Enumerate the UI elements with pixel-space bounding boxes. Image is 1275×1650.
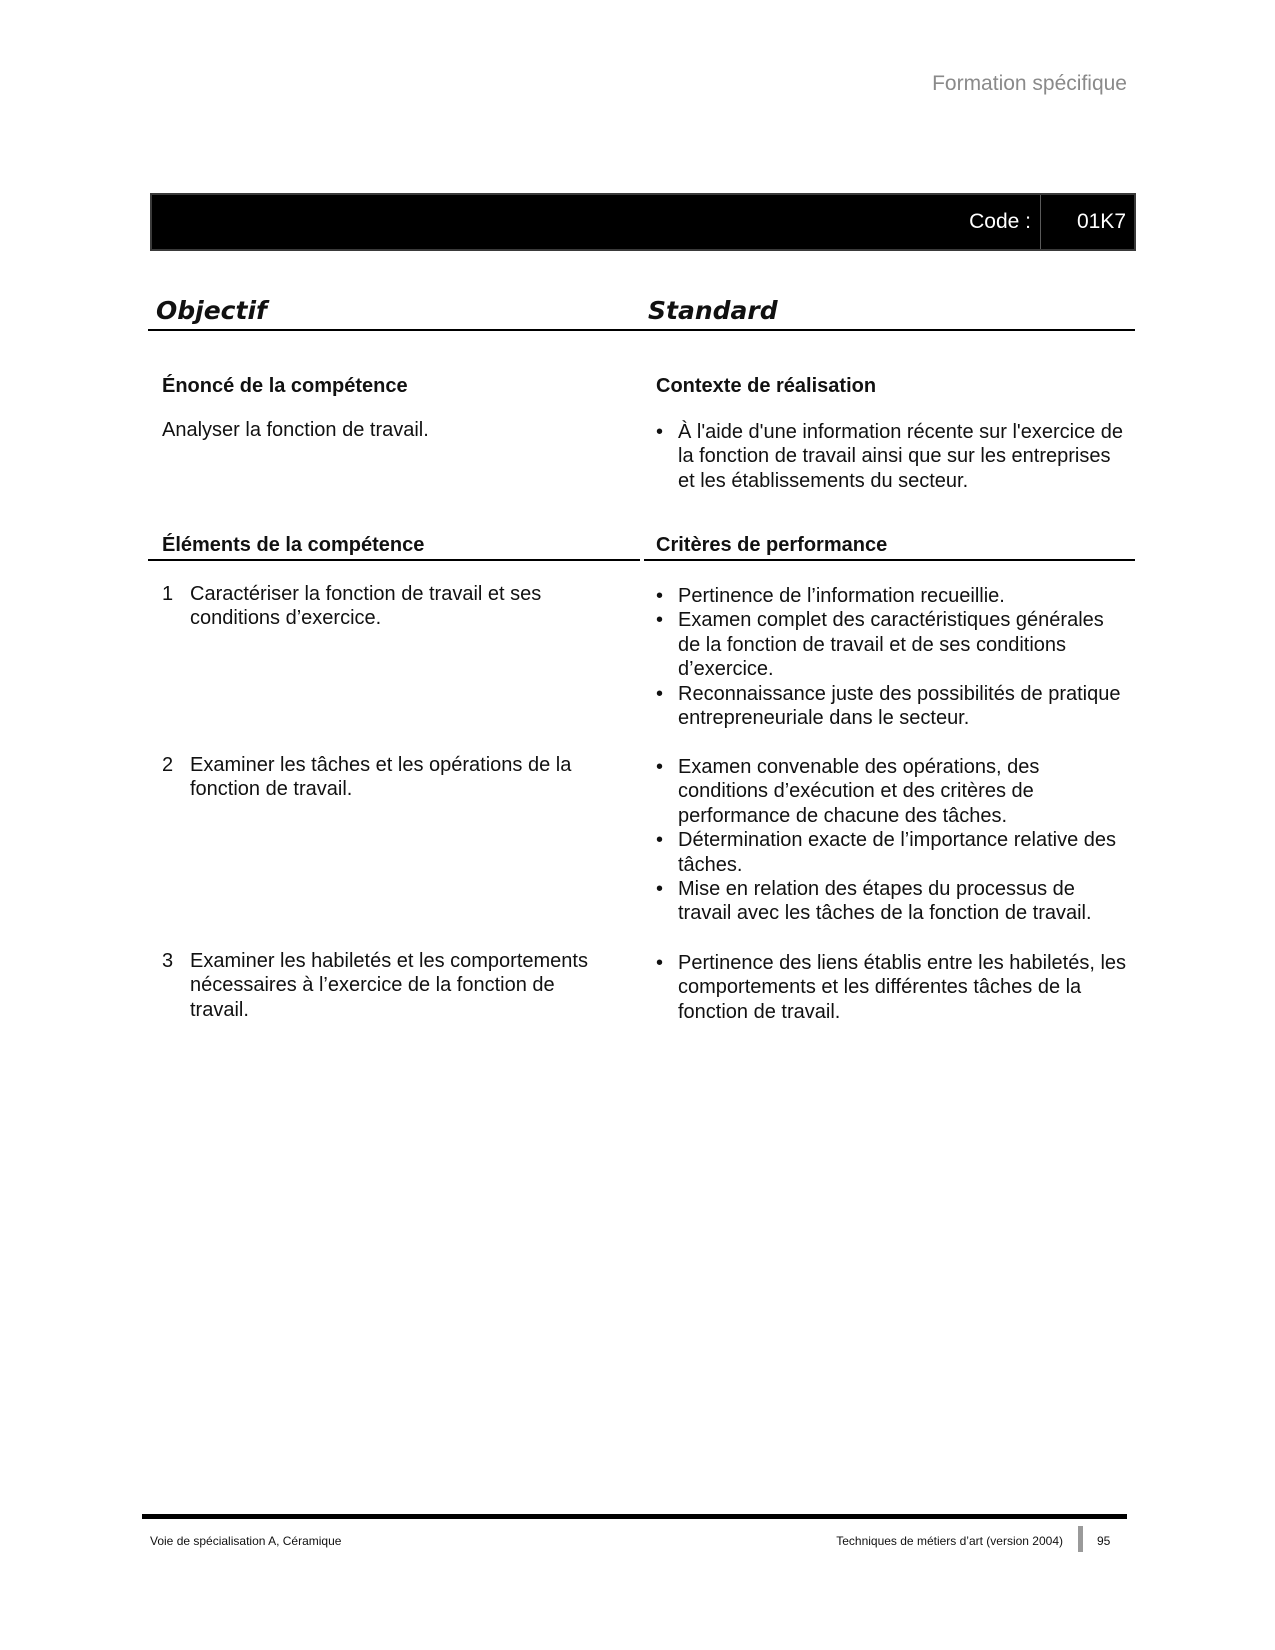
footer-left: Voie de spécialisation A, Céramique (150, 1534, 342, 1548)
column-title-rule (148, 329, 1135, 331)
list-item: • Pertinence de l’information recueillie. (656, 585, 1005, 607)
elements-rule (148, 559, 640, 561)
enonce-heading: Énoncé de la compétence (162, 375, 408, 397)
code-value: 01K7 (1076, 210, 1126, 233)
list-item: • À l'aide d'une information récente sur l'exercice de la fonction de travail ainsi que sur les entreprises et les établissements du secteur. (656, 421, 1124, 492)
footer-right: Techniques de métiers d’art (version 2004) (836, 1534, 1063, 1548)
bullet-icon: • (656, 756, 664, 778)
code-label: Code : (969, 210, 1031, 233)
criteria-list (656, 755, 1128, 926)
element-number: 3 (162, 950, 174, 972)
elements-heading: Éléments de la compétence (162, 534, 425, 556)
bullet-icon: • (656, 421, 664, 443)
list-item: • Examen convenable des opérations, des conditions d’exécution et des critères de performance de chacune des tâches. (656, 756, 1040, 827)
page-number: 95 (1097, 1534, 1111, 1548)
standard-title: Standard (648, 296, 778, 325)
criteres-heading: Critères de performance (656, 534, 888, 556)
element-text: Examiner les habiletés et les comportements nécessaires à l’exercice de la fonction de travail. (190, 950, 588, 1021)
element-number: 2 (162, 754, 174, 776)
contexte-list (656, 420, 1126, 493)
bullet-icon: • (656, 829, 664, 852)
list-item: • Reconnaissance juste des possibilités de pratique entrepreneuriale dans le secteur. (656, 682, 1121, 730)
footer-rule (142, 1514, 1127, 1519)
list-item: • Détermination exacte de l’importance relative des tâches. (656, 829, 1116, 876)
bullet-icon: • (656, 682, 664, 705)
bullet-icon: • (656, 952, 664, 974)
running-head: Formation spécifique (932, 72, 1127, 95)
list-item: • Mise en relation des étapes du processus de travail avec les tâches de la fonction de travail. (656, 878, 1092, 925)
list-item: • Examen complet des caractéristiques générales de la fonction de travail et de ses conditions d’exercice. (656, 609, 1104, 681)
bullet-icon: • (656, 878, 664, 901)
enonce-text: Analyser la fonction de travail. (162, 419, 429, 441)
code-separator (1040, 195, 1041, 249)
list-item: • Pertinence des liens établis entre les habiletés, les comportements et les différentes tâches de la fonction de travail. (656, 952, 1127, 1023)
criteria-list (656, 584, 1128, 730)
footer-separator (1078, 1526, 1083, 1552)
element-text: Caractériser la fonction de travail et ses conditions d’exercice. (190, 583, 542, 630)
code-bar (150, 193, 1136, 251)
criteres-rule (644, 559, 1135, 561)
contexte-heading: Contexte de réalisation (656, 375, 877, 397)
bullet-icon: • (656, 585, 664, 607)
criteria-list (656, 951, 1128, 1024)
bullet-icon: • (656, 609, 664, 632)
objectif-title: Objectif (156, 296, 267, 325)
element-number: 1 (162, 583, 174, 605)
element-text: Examiner les tâches et les opérations de la fonction de travail. (190, 754, 572, 801)
